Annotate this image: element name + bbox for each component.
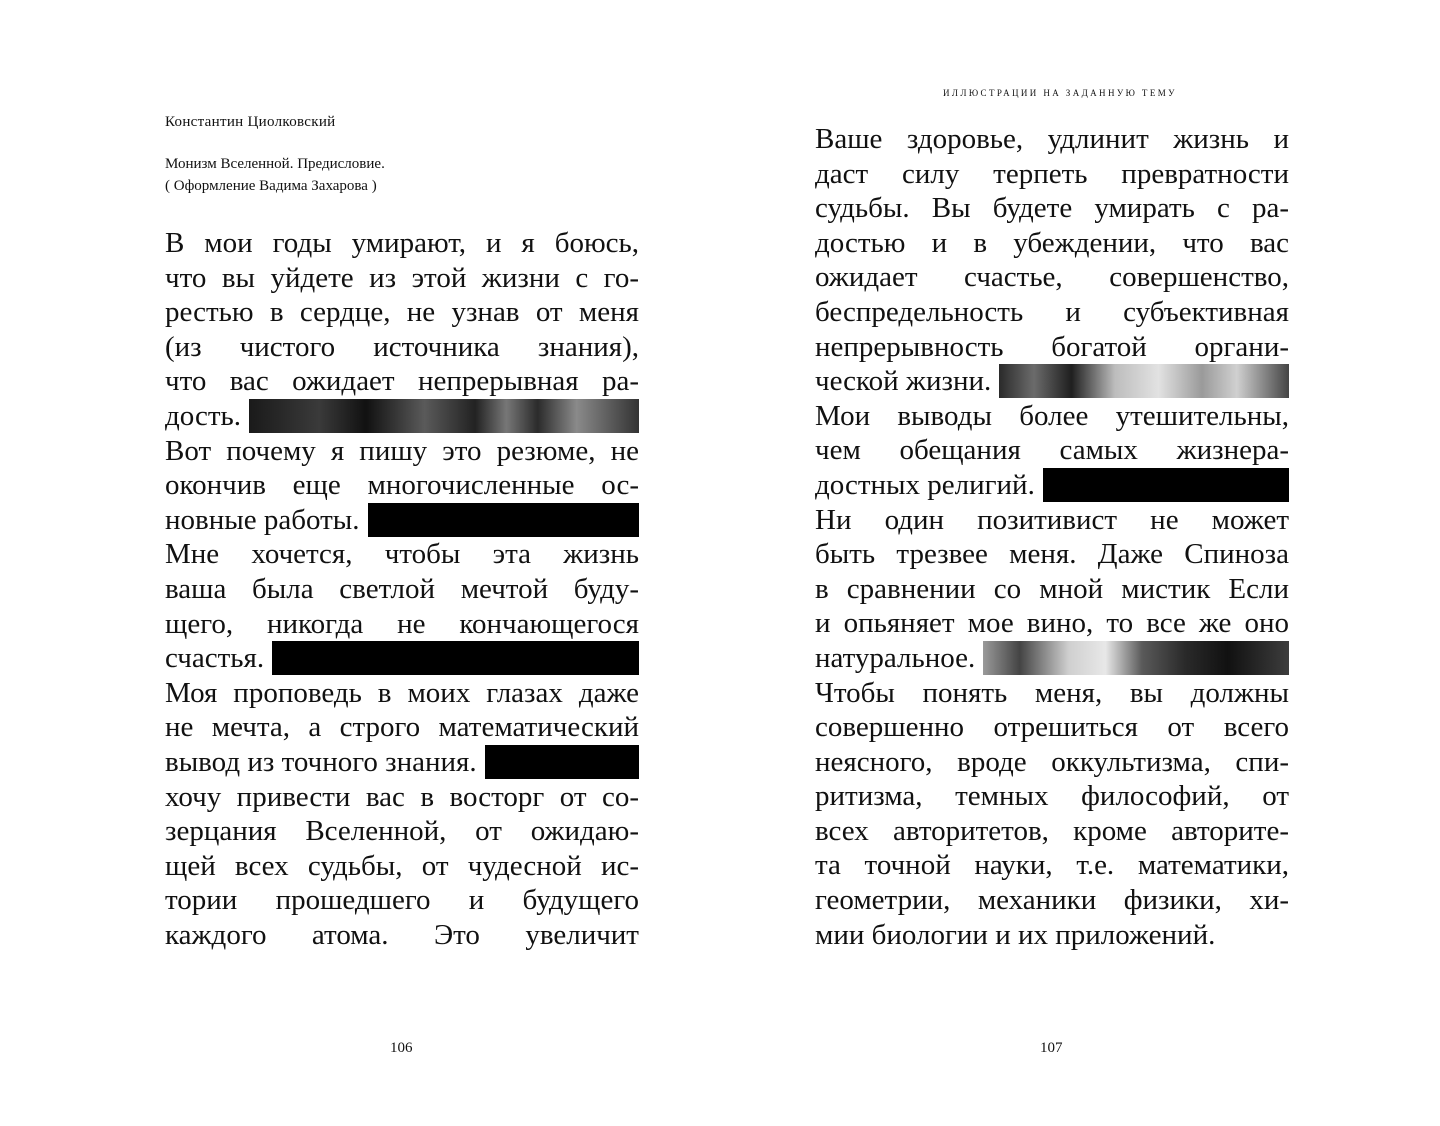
page-number: 106 <box>390 1040 413 1056</box>
text-line: зерцания Вселенной, от ожидаю- <box>165 815 639 848</box>
text-line: что вас ожидает непрерывная ра- <box>165 365 639 398</box>
text-line: даст силу терпеть превратности <box>815 157 1289 190</box>
text-line: достью и в убеждении, что вас <box>815 226 1289 259</box>
text-line: не мечта, а строго математический <box>165 711 639 744</box>
right-page <box>720 0 1440 1126</box>
text-line: всех авторитетов, кроме авторите- <box>815 814 1289 847</box>
text-line-with-image <box>815 641 1289 676</box>
text-fragment: вывод из точного знания. <box>165 745 477 778</box>
text-line: судьбы. Вы будете умирать с ра- <box>815 192 1289 225</box>
text-line: неясного, вроде оккультизма, спи- <box>815 745 1289 778</box>
text-line: в сравнении со мной мистик Если <box>815 572 1289 605</box>
text-line: беспредельность и субъективная <box>815 295 1289 328</box>
redaction-bar <box>272 641 639 675</box>
text-line: та точной науки, т.е. математики, <box>815 849 1289 882</box>
text-line-with-redaction <box>165 745 639 780</box>
text-line: непрерывность богатой органи- <box>815 330 1289 363</box>
running-head: ИЛЛЮСТРАЦИИ НА ЗАДАННУЮ ТЕМУ <box>943 88 1177 98</box>
photo-strip <box>983 641 1289 675</box>
page-number: 107 <box>1040 1040 1063 1056</box>
text-line: что вы уйдете из этой жизни с го- <box>165 261 639 294</box>
book-subtitle: ( Оформление Вадима Захарова ) <box>165 178 377 194</box>
text-line: геометрии, механики физики, хи- <box>815 884 1289 917</box>
text-line-with-redaction <box>815 468 1289 503</box>
text-line-with-image <box>165 399 639 434</box>
photo-strip <box>249 399 639 433</box>
text-line-with-redaction <box>165 503 639 538</box>
text-line: рестью в сердце, не узнав от меня <box>165 296 639 329</box>
text-line: Мои выводы более утешительны, <box>815 399 1289 432</box>
redaction-bar <box>1043 468 1289 502</box>
text-line: ваша была светлой мечтой буду- <box>165 572 639 605</box>
redaction-bar <box>485 745 639 779</box>
text-line: и опьяняет мое вино, то все же оно <box>815 607 1289 640</box>
text-line: щей всех судьбы, от чудесной ис- <box>165 849 639 882</box>
text-line: чем обещания самых жизнера- <box>815 434 1289 467</box>
text-line: Чтобы понять меня, вы должны <box>815 676 1289 709</box>
author-name: Константин Циолковский <box>165 114 336 130</box>
text-line: Ни один позитивист не может <box>815 503 1289 536</box>
text-line: хочу привести вас в восторг от со- <box>165 780 639 813</box>
right-body-text <box>815 122 1289 952</box>
text-fragment: достных религий. <box>815 468 1035 501</box>
text-line-with-image <box>815 364 1289 399</box>
text-line-with-redaction <box>165 641 639 676</box>
text-fragment: ческой жизни. <box>815 365 992 398</box>
text-line: (из чистого источника знания), <box>165 330 639 363</box>
text-line: Ваше здоровье, удлинит жизнь и <box>815 123 1289 155</box>
text-line: ритизма, темных философий, от <box>815 780 1289 813</box>
photo-strip <box>999 364 1289 398</box>
text-line: В мои годы умирают, и я боюсь, <box>165 227 639 259</box>
book-title: Монизм Вселенной. Предисловие. <box>165 156 385 172</box>
text-line: Моя проповедь в моих глазах даже <box>165 676 639 709</box>
text-line: Мне хочется, чтобы эта жизнь <box>165 538 639 571</box>
text-line: ожидает счастье, совершенство, <box>815 261 1289 294</box>
text-line: мии биологии и их приложений. <box>815 918 1216 951</box>
text-line: быть трезвее меня. Даже Спиноза <box>815 538 1289 571</box>
text-line: щего, никогда не кончающегося <box>165 607 639 640</box>
text-fragment: натуральное. <box>815 641 976 674</box>
text-line: каждого атома. Это увеличит <box>165 918 639 951</box>
text-line: тории прошедшего и будущего <box>165 884 639 917</box>
text-line: Вот почему я пишу это резюме, не <box>165 434 639 467</box>
text-fragment: дость. <box>165 399 241 432</box>
left-body-text <box>165 226 639 952</box>
text-fragment: новные работы. <box>165 503 360 536</box>
text-fragment: счастья. <box>165 642 265 675</box>
redaction-bar <box>368 503 640 537</box>
text-line: окончив еще многочисленные ос- <box>165 469 639 502</box>
text-line: совершенно отрешиться от всего <box>815 711 1289 744</box>
